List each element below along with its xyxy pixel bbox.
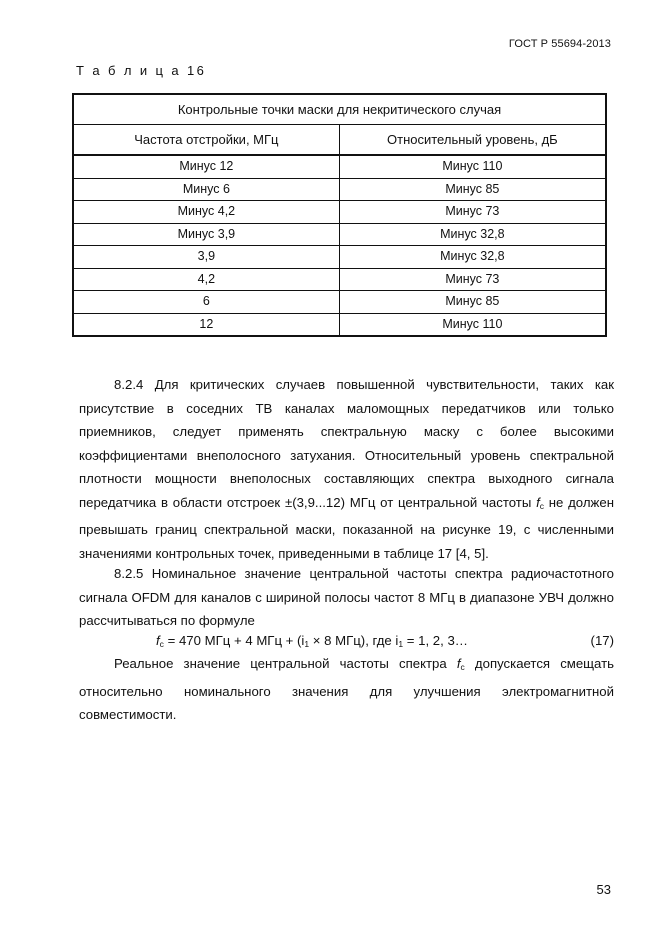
cell-frequency: 3,9 <box>73 246 339 269</box>
table-row <box>73 246 606 269</box>
cell-frequency: 6 <box>73 291 339 314</box>
formula-text: = 1, 2, 3… <box>403 633 468 648</box>
formula-symbol: f <box>156 633 160 648</box>
cell-level: Минус 110 <box>339 313 606 336</box>
cell-frequency: Минус 4,2 <box>73 201 339 224</box>
paragraph-text: 8.2.5 Номинальное значение центральной частоты спектра радиочастотного сигнала OFDM для каналов с шириной полосы частот 8 МГц в диапазоне УВЧ должно рассчитываться по формуле <box>79 566 614 628</box>
formula-subscript: 1 <box>304 639 310 649</box>
paragraph-text: не должен превышать границ спектральной маски, показанной на рисунке 19, с численными значениями контрольных точек, приведенными в таблице 17 [4, 5]. <box>79 494 614 561</box>
table-label: Т а б л и ц а 16 <box>76 63 207 78</box>
formula-text: × 8 МГц), где i <box>309 633 399 648</box>
formula-17 <box>79 630 614 652</box>
table-header-row <box>73 125 606 156</box>
table-caption: Контрольные точки маски для некритического случая <box>73 94 606 125</box>
table-row <box>73 268 606 291</box>
table-row <box>73 223 606 246</box>
column-header-frequency: Частота отстройки, МГц <box>73 125 339 156</box>
frequency-subscript: c <box>460 662 465 672</box>
formula-number: (17) <box>590 633 614 648</box>
column-header-level: Относительный уровень, дБ <box>339 125 606 156</box>
cell-level: Минус 32,8 <box>339 223 606 246</box>
frequency-subscript: c <box>539 500 544 511</box>
cell-level: Минус 73 <box>339 268 606 291</box>
table-row <box>73 201 606 224</box>
mask-control-points-table <box>72 93 607 337</box>
cell-frequency: 4,2 <box>73 268 339 291</box>
paragraph-8-2-5 <box>79 562 614 633</box>
cell-level: Минус 110 <box>339 155 606 178</box>
table-row <box>73 155 606 178</box>
cell-frequency: Минус 3,9 <box>73 223 339 246</box>
table-caption-row <box>73 94 606 125</box>
table-row <box>73 313 606 336</box>
frequency-symbol: f <box>456 656 461 671</box>
table-row <box>73 178 606 201</box>
formula-text: = 470 МГц + 4 МГц + (i <box>163 633 305 648</box>
formula-subscript: c <box>159 639 164 649</box>
cell-level: Минус 85 <box>339 178 606 201</box>
cell-frequency: Минус 12 <box>73 155 339 178</box>
paragraph-text: допускается смещать относительно номинального значения для улучшения электромагнитной совместимости. <box>79 656 614 722</box>
paragraph-frequency-shift <box>79 652 614 727</box>
cell-level: Минус 32,8 <box>339 246 606 269</box>
cell-level: Минус 85 <box>339 291 606 314</box>
formula-subscript: 1 <box>398 639 404 649</box>
cell-frequency: Минус 6 <box>73 178 339 201</box>
cell-level: Минус 73 <box>339 201 606 224</box>
paragraph-text: 8.2.4 Для критических случаев повышенной чувствительности, таких как присутствие в соседних ТВ каналах маломощных передатчиков или только приемников, следует применять спектральную маску с более высокими коэффициентами внеполосного затухания. Относительный уровень спектральной плотности мощности внеполосных составляющих спектра выходного сигнала передатчика в области отстроек ±(3,9...12) МГц от центральной частоты <box>79 377 614 510</box>
standard-code: ГОСТ Р 55694-2013 <box>508 38 611 50</box>
paragraph-8-2-4 <box>79 373 614 565</box>
page-number: 53 <box>596 882 611 897</box>
frequency-symbol: f <box>536 494 540 510</box>
table-row <box>73 291 606 314</box>
cell-frequency: 12 <box>73 313 339 336</box>
paragraph-text: Реальное значение центральной частоты спектра <box>114 656 457 671</box>
